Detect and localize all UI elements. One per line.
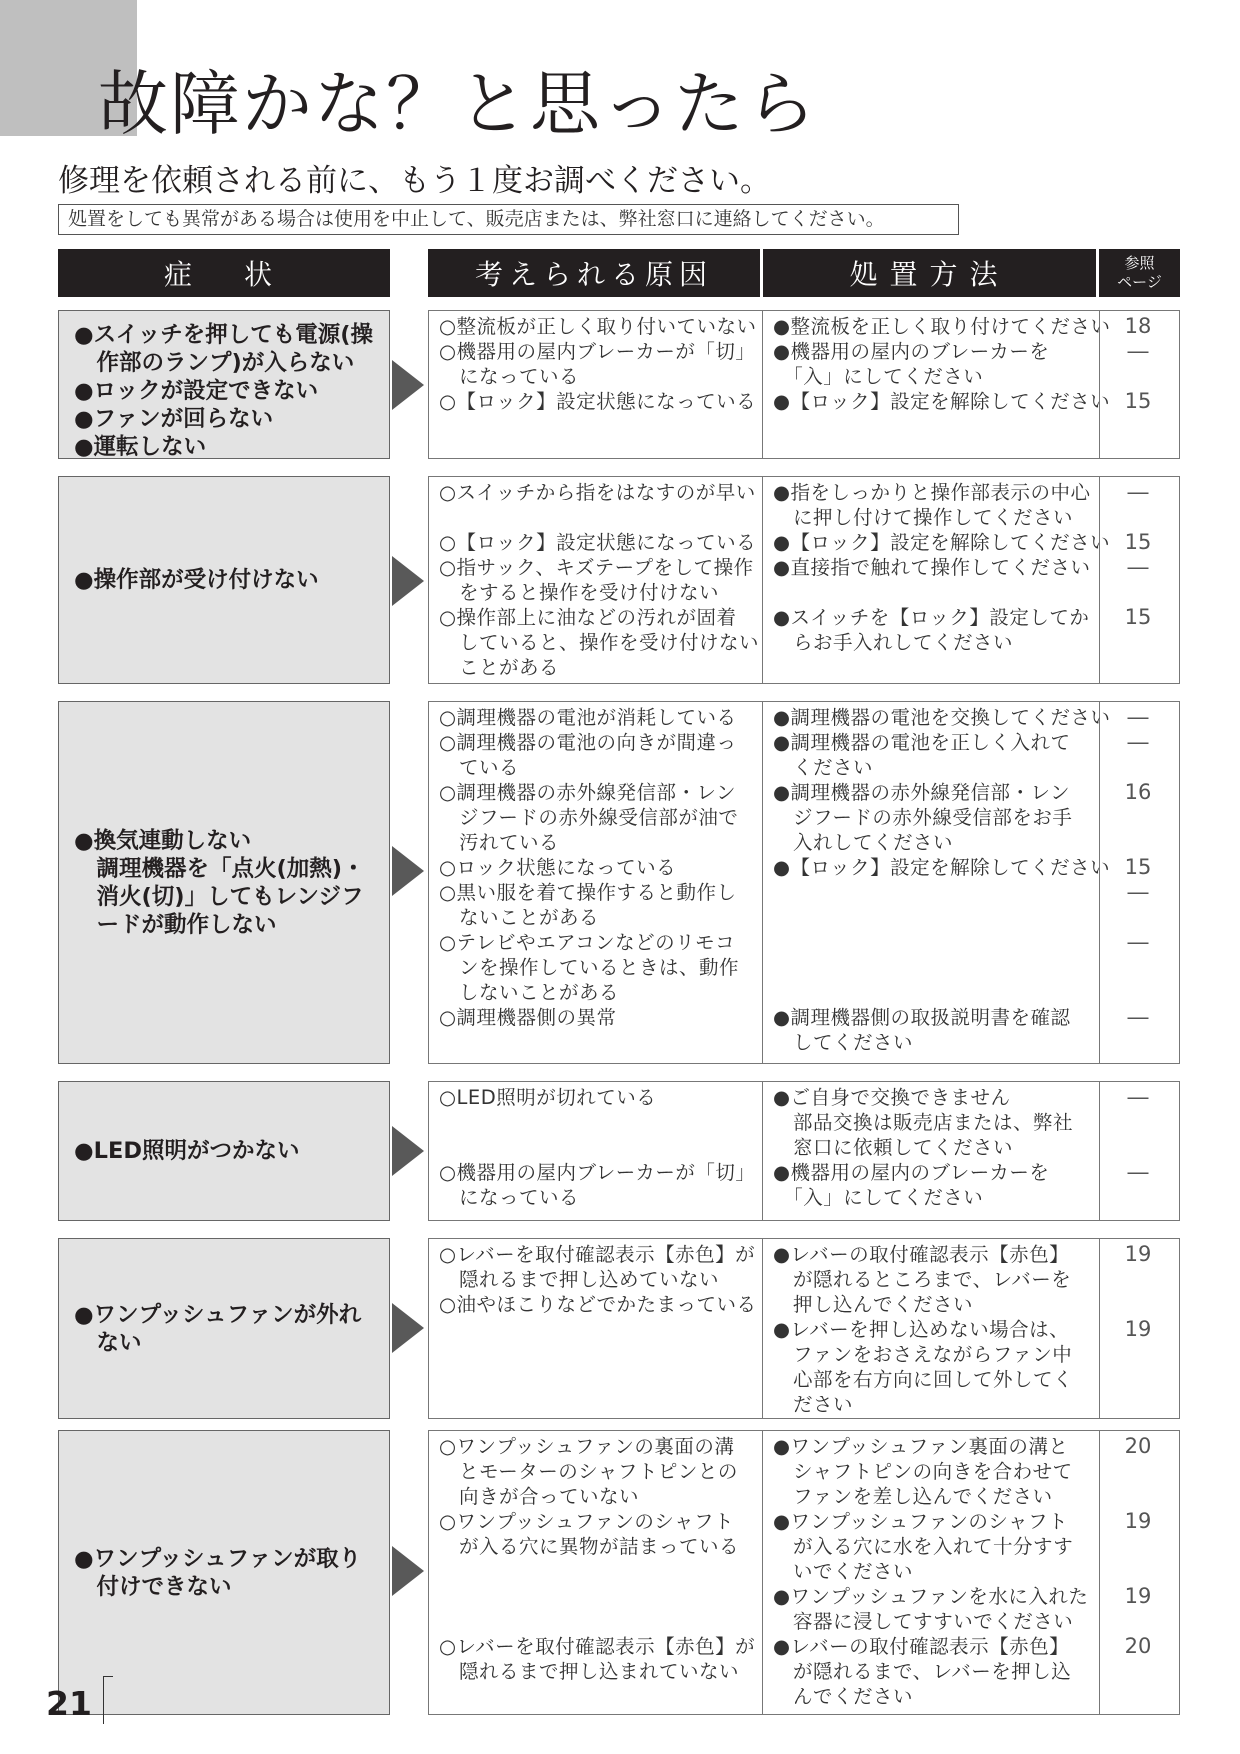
symptom-box [58, 1081, 390, 1221]
header-symptom [58, 249, 390, 297]
page-title: 故障かな？と思ったら [98, 63, 818, 145]
detail-box [428, 1238, 1180, 1419]
arrow-icon [392, 360, 424, 410]
arrow-icon [392, 846, 424, 896]
page-number-rule [103, 1676, 113, 1677]
remedy-column: ●指をしっかりと操作部表示の中心 に押し付けて操作してください ●【ロック】設定を解除してください ●直接指で触れて操作してください ●スイッチを【ロック】設定してか らお手入れしてください [773, 481, 1111, 654]
detail-box [428, 310, 1180, 459]
cause-column: ○ワンプッシュファンの裏面の溝 とモーターのシャフトピンとの 向きが合っていない ○ワンプッシュファンのシャフト が入る穴に異物が詰まっている ○レバーを取付確認表示【赤色】が 隠れるまで押し込まれていない [439, 1435, 756, 1683]
symptom-box [58, 1238, 390, 1419]
page-number-rule [103, 1676, 104, 1724]
header-remedy-label: 処置方法 [849, 258, 1010, 291]
symptom-text: ●スイッチを押しても電源(操 作部のランプ)が入らない ●ロックが設定できない ●ファンが回らない ●運転しない [74, 322, 374, 460]
header-ref-line1: 参照 [1124, 254, 1155, 272]
remedy-column: ●整流板を正しく取り付けてください ●機器用の屋内のブレーカーを 「入」にしてください ●【ロック】設定を解除してください [773, 315, 1111, 413]
cause-column: ○LED照明が切れている ○機器用の屋内ブレーカーが「切」 になっている [439, 1086, 756, 1209]
remedy-column: ●レバーの取付確認表示【赤色】 が隠れるところまで、レバーを 押し込んでください ●レバーを押し込めない場合は、 ファンをおさえながらファン中 心部を右方向に回して外してく ださい [773, 1243, 1074, 1416]
remedy-column: ●ワンプッシュファン裏面の溝と シャフトピンの向きを合わせて ファンを差し込んでください ●ワンプッシュファンのシャフト が入る穴に水を入れて十分すす いでください ●ワンプッシュファンを水に入れた 容器に浸してすすいでください ●レバーの取付確認表示【赤色】 が隠れるまで、レバーを押し込 んでください [773, 1435, 1089, 1708]
symptom-text: ●換気連動しない 調理機器を「点火(加熱)・ 消火(切)」してもレンジフ ードが動作しない [74, 827, 365, 938]
arrow-icon [392, 1546, 424, 1596]
detail-box [428, 1081, 1180, 1221]
symptom-text: ●操作部が受け付けない [74, 567, 319, 593]
header-symptom-label: 症 状 [163, 258, 284, 291]
page-subtitle: 修理を依頼される前に、もう１度お調べください。 [58, 163, 771, 199]
arrow-icon [392, 1126, 424, 1176]
detail-box [428, 1430, 1180, 1715]
detail-box [428, 476, 1180, 684]
symptom-text: ●ワンプッシュファンが取り 付けできない [74, 1545, 362, 1600]
cause-column: ○レバーを取付確認表示【赤色】が 隠れるまで押し込めていない ○油やほこりなどでかたまっている [439, 1243, 757, 1316]
header-remedy [763, 249, 1096, 297]
arrow-icon [392, 556, 424, 606]
ref-column: 18 ― 15 [1124, 314, 1152, 413]
remedy-column: ●ご自身で交換できません 部品交換は販売店または、弊社 窓口に依頼してください ●機器用の屋内のブレーカーを 「入」にしてください [773, 1086, 1074, 1209]
header-cause-label: 考えられる原因 [474, 258, 713, 291]
detail-box [428, 701, 1180, 1064]
page-number: 21 [46, 1684, 92, 1723]
ref-column: 20 19 19 20 [1124, 1434, 1152, 1658]
ref-column: 19 19 [1124, 1242, 1152, 1341]
ref-column: ― ― [1127, 1085, 1149, 1184]
remedy-column: ●調理機器の電池を交換してください ●調理機器の電池を正しく入れて ください ●調理機器の赤外線発信部・レン ジフードの赤外線受信部をお手 入れしてください ●【ロック】設定を解除してください ●調理機器側の取扱説明書を確認 してください [773, 706, 1111, 1054]
symptom-text: ●LED照明がつかない [74, 1138, 300, 1164]
symptom-box [58, 310, 390, 459]
header-ref [1099, 249, 1180, 297]
symptom-box [58, 476, 390, 684]
header-cause [428, 249, 760, 297]
cause-column: ○調理機器の電池が消耗している ○調理機器の電池の向きが間違っ ている ○調理機器の赤外線発信部・レン ジフードの赤外線受信部が油で 汚れている ○ロック状態になっている ○黒い服を着て操作すると動作し ないことがある ○テレビやエアコンなどのリモコ ンを操作しているときは、動作 しないことがある ○調理機器側の異常 [439, 706, 740, 1029]
ref-column: ― 15 ― 15 [1124, 480, 1152, 629]
symptom-box [58, 701, 390, 1064]
header-ref-line2: ページ [1117, 273, 1162, 291]
ref-column: ― ― 16 15 ― ― ― [1124, 705, 1152, 1029]
arrow-icon [392, 1303, 424, 1353]
cause-column: ○整流板が正しく取り付いていない ○機器用の屋内ブレーカーが「切」 になっている ○【ロック】設定状態になっている [439, 315, 757, 413]
symptom-box [58, 1430, 390, 1715]
notice-box: 処置をしても異常がある場合は使用を中止して、販売店または、弊社窓口に連絡してください。 [58, 204, 959, 235]
cause-column: ○スイッチから指をはなすのが早い ○【ロック】設定状態になっている ○指サック、キズテープをして操作 をすると操作を受け付けない ○操作部上に油などの汚れが固着 していると、操作を受け付けない ことがある [439, 481, 760, 679]
symptom-text: ●ワンプッシュファンが外れ ない [74, 1301, 362, 1356]
